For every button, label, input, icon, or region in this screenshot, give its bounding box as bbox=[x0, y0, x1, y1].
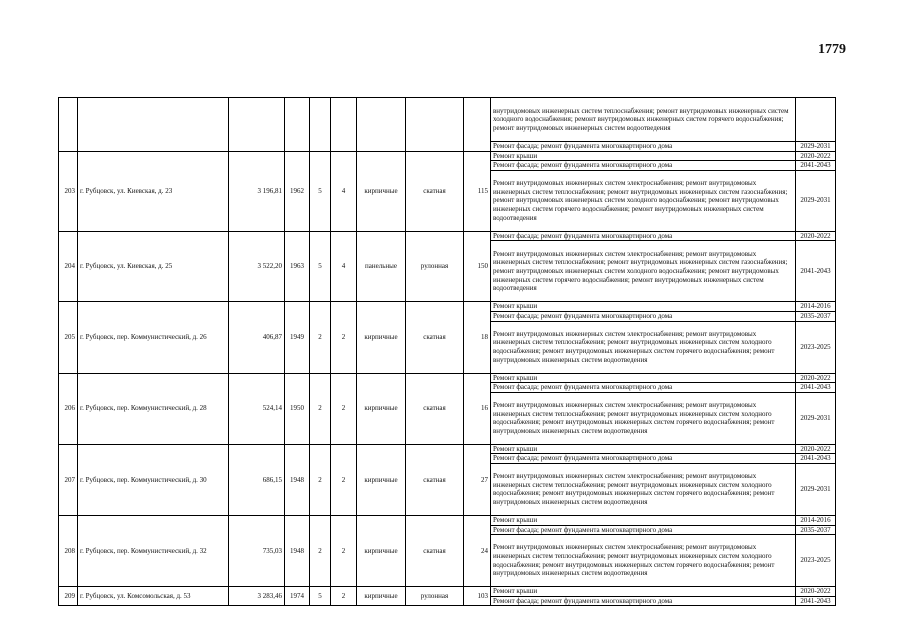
house-year: 1948 bbox=[285, 515, 310, 586]
work-description: Ремонт фасада; ремонт фундамента многоквартирного дома bbox=[491, 142, 796, 152]
work-period: 2014-2016 bbox=[796, 302, 836, 312]
house-floors: 2 bbox=[310, 302, 331, 373]
house-number: 206 bbox=[59, 373, 78, 444]
house-floors: 5 bbox=[310, 587, 331, 606]
table-row bbox=[59, 151, 836, 161]
house-number: 209 bbox=[59, 587, 78, 606]
house-roof-type: скатная bbox=[406, 151, 464, 231]
work-period: 2041-2043 bbox=[796, 454, 836, 464]
house-roof-type: рулонная bbox=[406, 231, 464, 302]
work-description: Ремонт внутридомовых инженерных систем электроснабжения; ремонт внутридомовых инженерных систем теплоснабжения; ремонт внутридомовых инженерных систем холодного водоснабжения; ремонт внутридомовых инженерных систем горячего водоснабжения; ремонт внутридомовых инженерных систем водоотведения bbox=[491, 463, 796, 515]
house-wall-material: кирпичные bbox=[357, 587, 406, 606]
house-year: 1962 bbox=[285, 151, 310, 231]
house-roof-type: скатная bbox=[406, 444, 464, 515]
work-period: 2035-2037 bbox=[796, 311, 836, 321]
capital-repair-table bbox=[58, 97, 836, 606]
work-period: 2029-2031 bbox=[796, 463, 836, 515]
work-description: Ремонт крыши bbox=[491, 515, 796, 525]
table-row bbox=[59, 302, 836, 312]
work-description: Ремонт крыши bbox=[491, 302, 796, 312]
work-description: Ремонт внутридомовых инженерных систем электроснабжения; ремонт внутридомовых инженерных систем теплоснабжения; ремонт внутридомовых инженерных систем холодного водоснабжения; ремонт внутридомовых инженерных систем горячего водоснабжения; ремонт внутридомовых инженерных систем водоотведения bbox=[491, 392, 796, 444]
house-area: 3 196,81 bbox=[229, 151, 285, 231]
house-number: 204 bbox=[59, 231, 78, 302]
work-description: Ремонт крыши bbox=[491, 151, 796, 161]
house-roof-type: рулонная bbox=[406, 587, 464, 606]
house-roof-type: скатная bbox=[406, 302, 464, 373]
work-description: Ремонт фасада; ремонт фундамента многоквартирного дома bbox=[491, 161, 796, 171]
work-period: 2023-2025 bbox=[796, 321, 836, 373]
house-wall-material: панельные bbox=[357, 231, 406, 302]
house-entrances: 2 bbox=[331, 373, 357, 444]
house-year: 1950 bbox=[285, 373, 310, 444]
house-residents: 24 bbox=[464, 515, 491, 586]
house-roof-type: скатная bbox=[406, 373, 464, 444]
house-wall-material: кирпичные bbox=[357, 515, 406, 586]
work-period: 2029-2031 bbox=[796, 170, 836, 231]
work-description: Ремонт внутридомовых инженерных систем электроснабжения; ремонт внутридомовых инженерных систем теплоснабжения; ремонт внутридомовых инженерных систем холодного водоснабжения; ремонт внутридомовых инженерных систем горячего водоснабжения; ремонт внутридомовых инженерных систем водоотведения bbox=[491, 535, 796, 587]
house-area: 735,03 bbox=[229, 515, 285, 586]
house-address: г. Рубцовск, пер. Коммунистический, д. 32 bbox=[78, 515, 229, 586]
house-residents: 150 bbox=[464, 231, 491, 302]
house-address bbox=[78, 98, 229, 152]
table-row bbox=[59, 515, 836, 525]
house-area: 524,14 bbox=[229, 373, 285, 444]
table-row bbox=[59, 373, 836, 383]
house-wall-material: кирпичные bbox=[357, 302, 406, 373]
house-entrances: 2 bbox=[331, 515, 357, 586]
house-roof-type: скатная bbox=[406, 515, 464, 586]
house-residents: 103 bbox=[464, 587, 491, 606]
house-entrances bbox=[331, 98, 357, 152]
work-period: 2029-2031 bbox=[796, 392, 836, 444]
house-residents bbox=[464, 98, 491, 152]
house-area: 686,15 bbox=[229, 444, 285, 515]
work-period: 2041-2043 bbox=[796, 161, 836, 171]
work-period: 2020-2022 bbox=[796, 373, 836, 383]
work-description: Ремонт внутридомовых инженерных систем электроснабжения; ремонт внутридомовых инженерных систем теплоснабжения; ремонт внутридомовых инженерных систем газоснабжения; ремонт внутридомовых инженерных систем холодного водоснабжения; ремонт внутридомовых инженерных систем горячего водоснабжения; ремонт внутридомовых инженерных систем водоотведения bbox=[491, 170, 796, 231]
table-row bbox=[59, 98, 836, 142]
house-year: 1963 bbox=[285, 231, 310, 302]
house-entrances: 2 bbox=[331, 444, 357, 515]
house-floors: 5 bbox=[310, 231, 331, 302]
house-area: 406,87 bbox=[229, 302, 285, 373]
house-year: 1948 bbox=[285, 444, 310, 515]
house-address: г. Рубцовск, ул. Киевская, д. 23 bbox=[78, 151, 229, 231]
house-entrances: 4 bbox=[331, 231, 357, 302]
house-year bbox=[285, 98, 310, 152]
table-row bbox=[59, 587, 836, 597]
house-entrances: 2 bbox=[331, 302, 357, 373]
house-area: 3 522,20 bbox=[229, 231, 285, 302]
work-description: Ремонт фасада; ремонт фундамента многоквартирного дома bbox=[491, 231, 796, 241]
work-period: 2041-2043 bbox=[796, 383, 836, 393]
house-entrances: 4 bbox=[331, 151, 357, 231]
work-period: 2023-2025 bbox=[796, 535, 836, 587]
house-number: 207 bbox=[59, 444, 78, 515]
work-description: Ремонт фасада; ремонт фундамента многоквартирного дома bbox=[491, 596, 796, 606]
house-floors: 2 bbox=[310, 444, 331, 515]
house-area bbox=[229, 98, 285, 152]
page-number: 1779 bbox=[818, 42, 846, 57]
house-wall-material bbox=[357, 98, 406, 152]
house-residents: 18 bbox=[464, 302, 491, 373]
work-period: 2014-2016 bbox=[796, 515, 836, 525]
house-year: 1949 bbox=[285, 302, 310, 373]
work-description: Ремонт внутридомовых инженерных систем электроснабжения; ремонт внутридомовых инженерных систем теплоснабжения; ремонт внутридомовых инженерных систем холодного водоснабжения; ремонт внутридомовых инженерных систем горячего водоснабжения; ремонт внутридомовых инженерных систем водоотведения bbox=[491, 321, 796, 373]
work-description: Ремонт фасада; ремонт фундамента многоквартирного дома bbox=[491, 525, 796, 535]
house-address: г. Рубцовск, пер. Коммунистический, д. 28 bbox=[78, 373, 229, 444]
work-description: Ремонт крыши bbox=[491, 587, 796, 597]
house-floors: 2 bbox=[310, 515, 331, 586]
house-floors bbox=[310, 98, 331, 152]
work-description: Ремонт крыши bbox=[491, 373, 796, 383]
work-description: Ремонт внутридомовых инженерных систем электроснабжения; ремонт внутридомовых инженерных систем теплоснабжения; ремонт внутридомовых инженерных систем газоснабжения; ремонт внутридомовых инженерных систем холодного водоснабжения; ремонт внутридомовых инженерных систем горячего водоснабжения; ремонт внутридомовых инженерных систем водоотведения bbox=[491, 241, 796, 302]
table-body bbox=[59, 98, 836, 606]
work-period: 2020-2022 bbox=[796, 231, 836, 241]
house-address: г. Рубцовск, пер. Коммунистический, д. 26 bbox=[78, 302, 229, 373]
house-address: г. Рубцовск, ул. Комсомольская, д. 53 bbox=[78, 587, 229, 606]
house-number: 205 bbox=[59, 302, 78, 373]
work-period: 2020-2022 bbox=[796, 444, 836, 454]
house-entrances: 2 bbox=[331, 587, 357, 606]
house-residents: 115 bbox=[464, 151, 491, 231]
house-number: 208 bbox=[59, 515, 78, 586]
work-period: 2020-2022 bbox=[796, 587, 836, 597]
work-description: Ремонт фасада; ремонт фундамента многоквартирного дома bbox=[491, 383, 796, 393]
house-area: 3 283,46 bbox=[229, 587, 285, 606]
work-period: 2020-2022 bbox=[796, 151, 836, 161]
table-row bbox=[59, 231, 836, 241]
table-row bbox=[59, 444, 836, 454]
house-wall-material: кирпичные bbox=[357, 151, 406, 231]
work-period bbox=[796, 98, 836, 142]
work-period: 2041-2043 bbox=[796, 596, 836, 606]
house-residents: 16 bbox=[464, 373, 491, 444]
work-period: 2029-2031 bbox=[796, 142, 836, 152]
work-description: Ремонт фасада; ремонт фундамента многоквартирного дома bbox=[491, 311, 796, 321]
house-floors: 2 bbox=[310, 373, 331, 444]
work-description: внутридомовых инженерных систем теплоснабжения; ремонт внутридомовых инженерных систем холодного водоснабжения; ремонт внутридомовых инженерных систем горячего водоснабжения; ремонт внутридомовых инженерных систем водоотведения bbox=[491, 98, 796, 142]
house-wall-material: кирпичные bbox=[357, 444, 406, 515]
house-wall-material: кирпичные bbox=[357, 373, 406, 444]
house-number bbox=[59, 98, 78, 152]
work-description: Ремонт фасада; ремонт фундамента многоквартирного дома bbox=[491, 454, 796, 464]
house-address: г. Рубцовск, ул. Киевская, д. 25 bbox=[78, 231, 229, 302]
house-address: г. Рубцовск, пер. Коммунистический, д. 30 bbox=[78, 444, 229, 515]
work-description: Ремонт крыши bbox=[491, 444, 796, 454]
house-number: 203 bbox=[59, 151, 78, 231]
work-period: 2041-2043 bbox=[796, 241, 836, 302]
house-floors: 5 bbox=[310, 151, 331, 231]
work-period: 2035-2037 bbox=[796, 525, 836, 535]
house-residents: 27 bbox=[464, 444, 491, 515]
house-year: 1974 bbox=[285, 587, 310, 606]
house-roof-type bbox=[406, 98, 464, 152]
